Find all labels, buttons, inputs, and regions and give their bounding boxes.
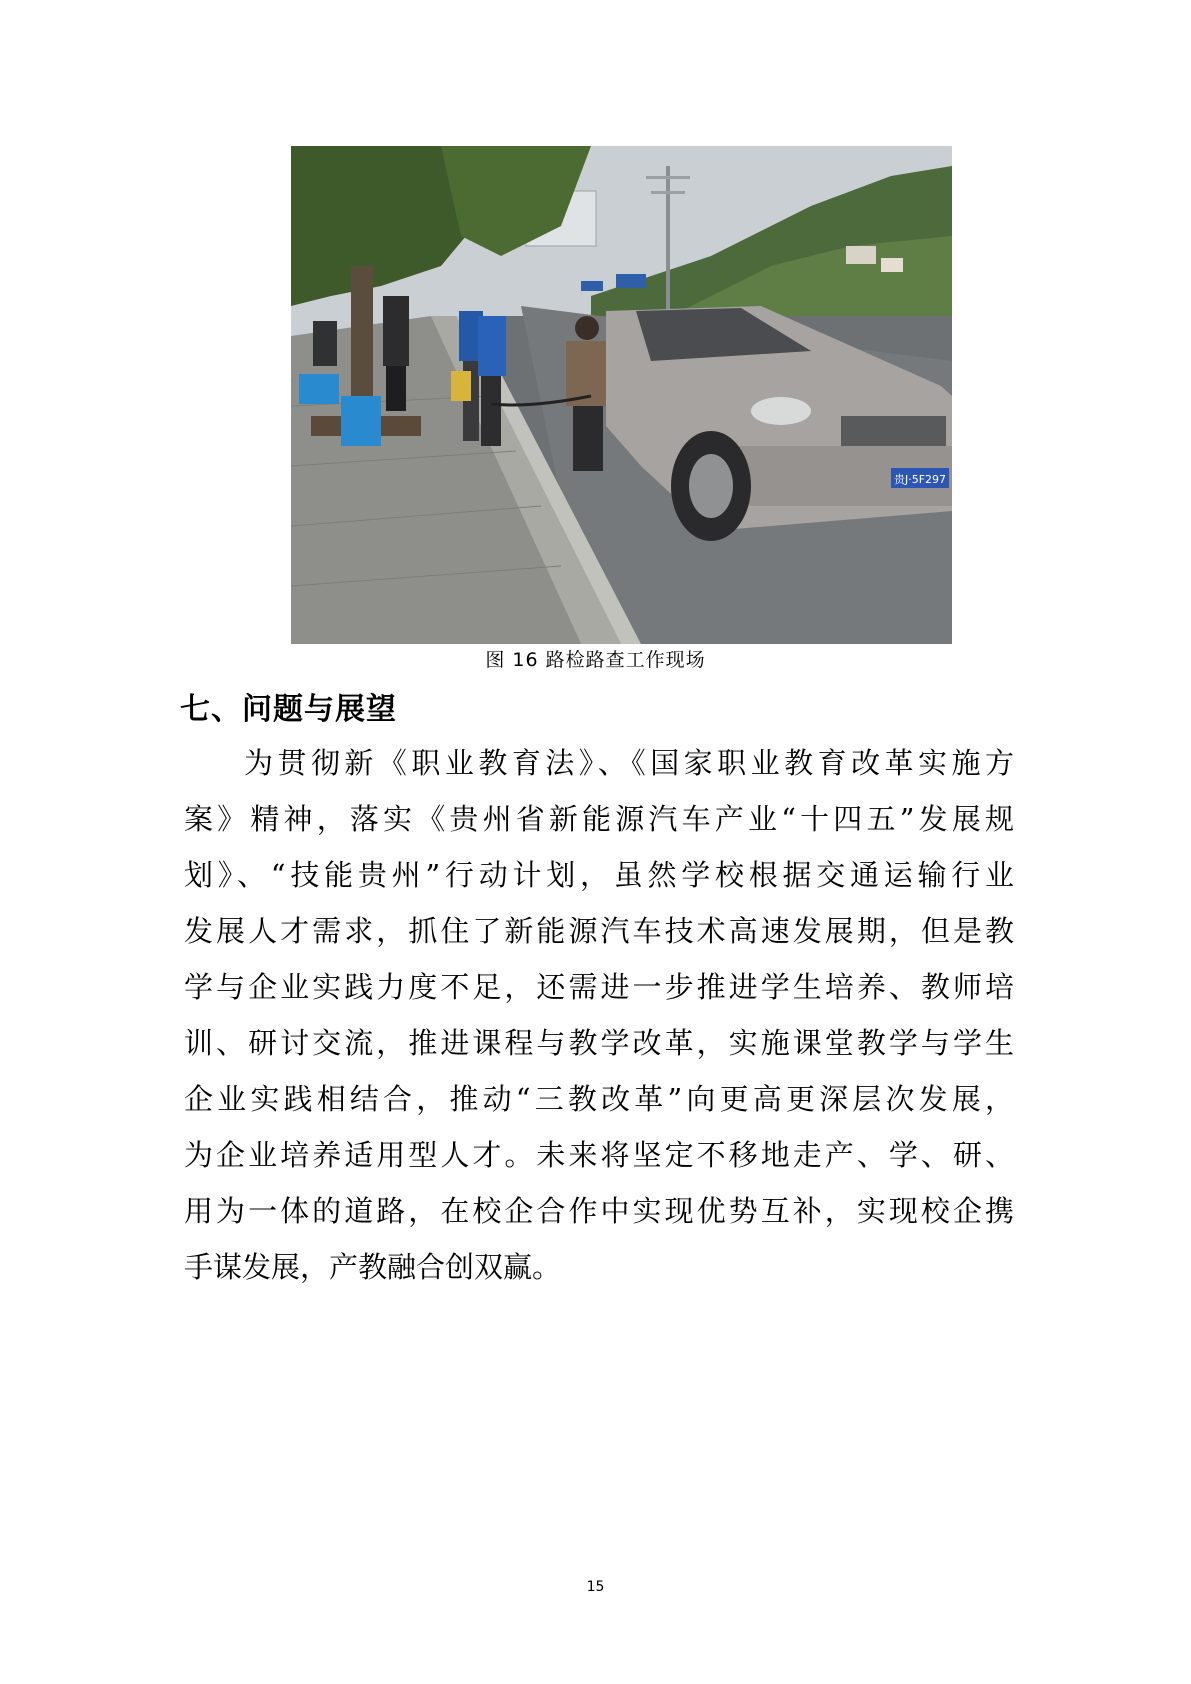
figure-caption: 图 16 路检路查工作现场 (485, 649, 706, 671)
paragraph-line: 训、研讨交流，推进课程与教学改革，实施课堂教学与学生 (184, 1026, 1014, 1060)
paragraph-line: 划》、“技能贵州”行动计划，虽然学校根据交通运输行业 (184, 858, 1014, 892)
paragraph-line: 用为一体的道路，在校企合作中实现优势互补，实现校企携 (184, 1194, 1014, 1228)
paragraph-line: 企业实践相结合，推动“三教改革”向更高更深层次发展， (184, 1082, 1014, 1116)
page-number: 15 (586, 1579, 605, 1595)
license-plate-text: 贵J·5F297 (893, 473, 947, 486)
paragraph-line: 案》精神，落实《贵州省新能源汽车产业“十四五”发展规 (184, 802, 1014, 836)
paragraph-line: 手谋发展，产教融合创双赢。 (184, 1250, 562, 1284)
paragraph-line: 为贯彻新《职业教育法》、《国家职业教育改革实施方 (244, 746, 1014, 780)
paragraph-line: 为企业培养适用型人才。未来将坚定不移地走产、学、研、 (184, 1138, 1014, 1172)
road-inspection-photo (291, 146, 952, 644)
section-heading: 七、问题与展望 (180, 692, 397, 727)
paragraph-line: 发展人才需求，抓住了新能源汽车技术高速发展期，但是教 (184, 914, 1014, 948)
paragraph-line: 学与企业实践力度不足，还需进一步推进学生培养、教师培 (184, 970, 1014, 1004)
